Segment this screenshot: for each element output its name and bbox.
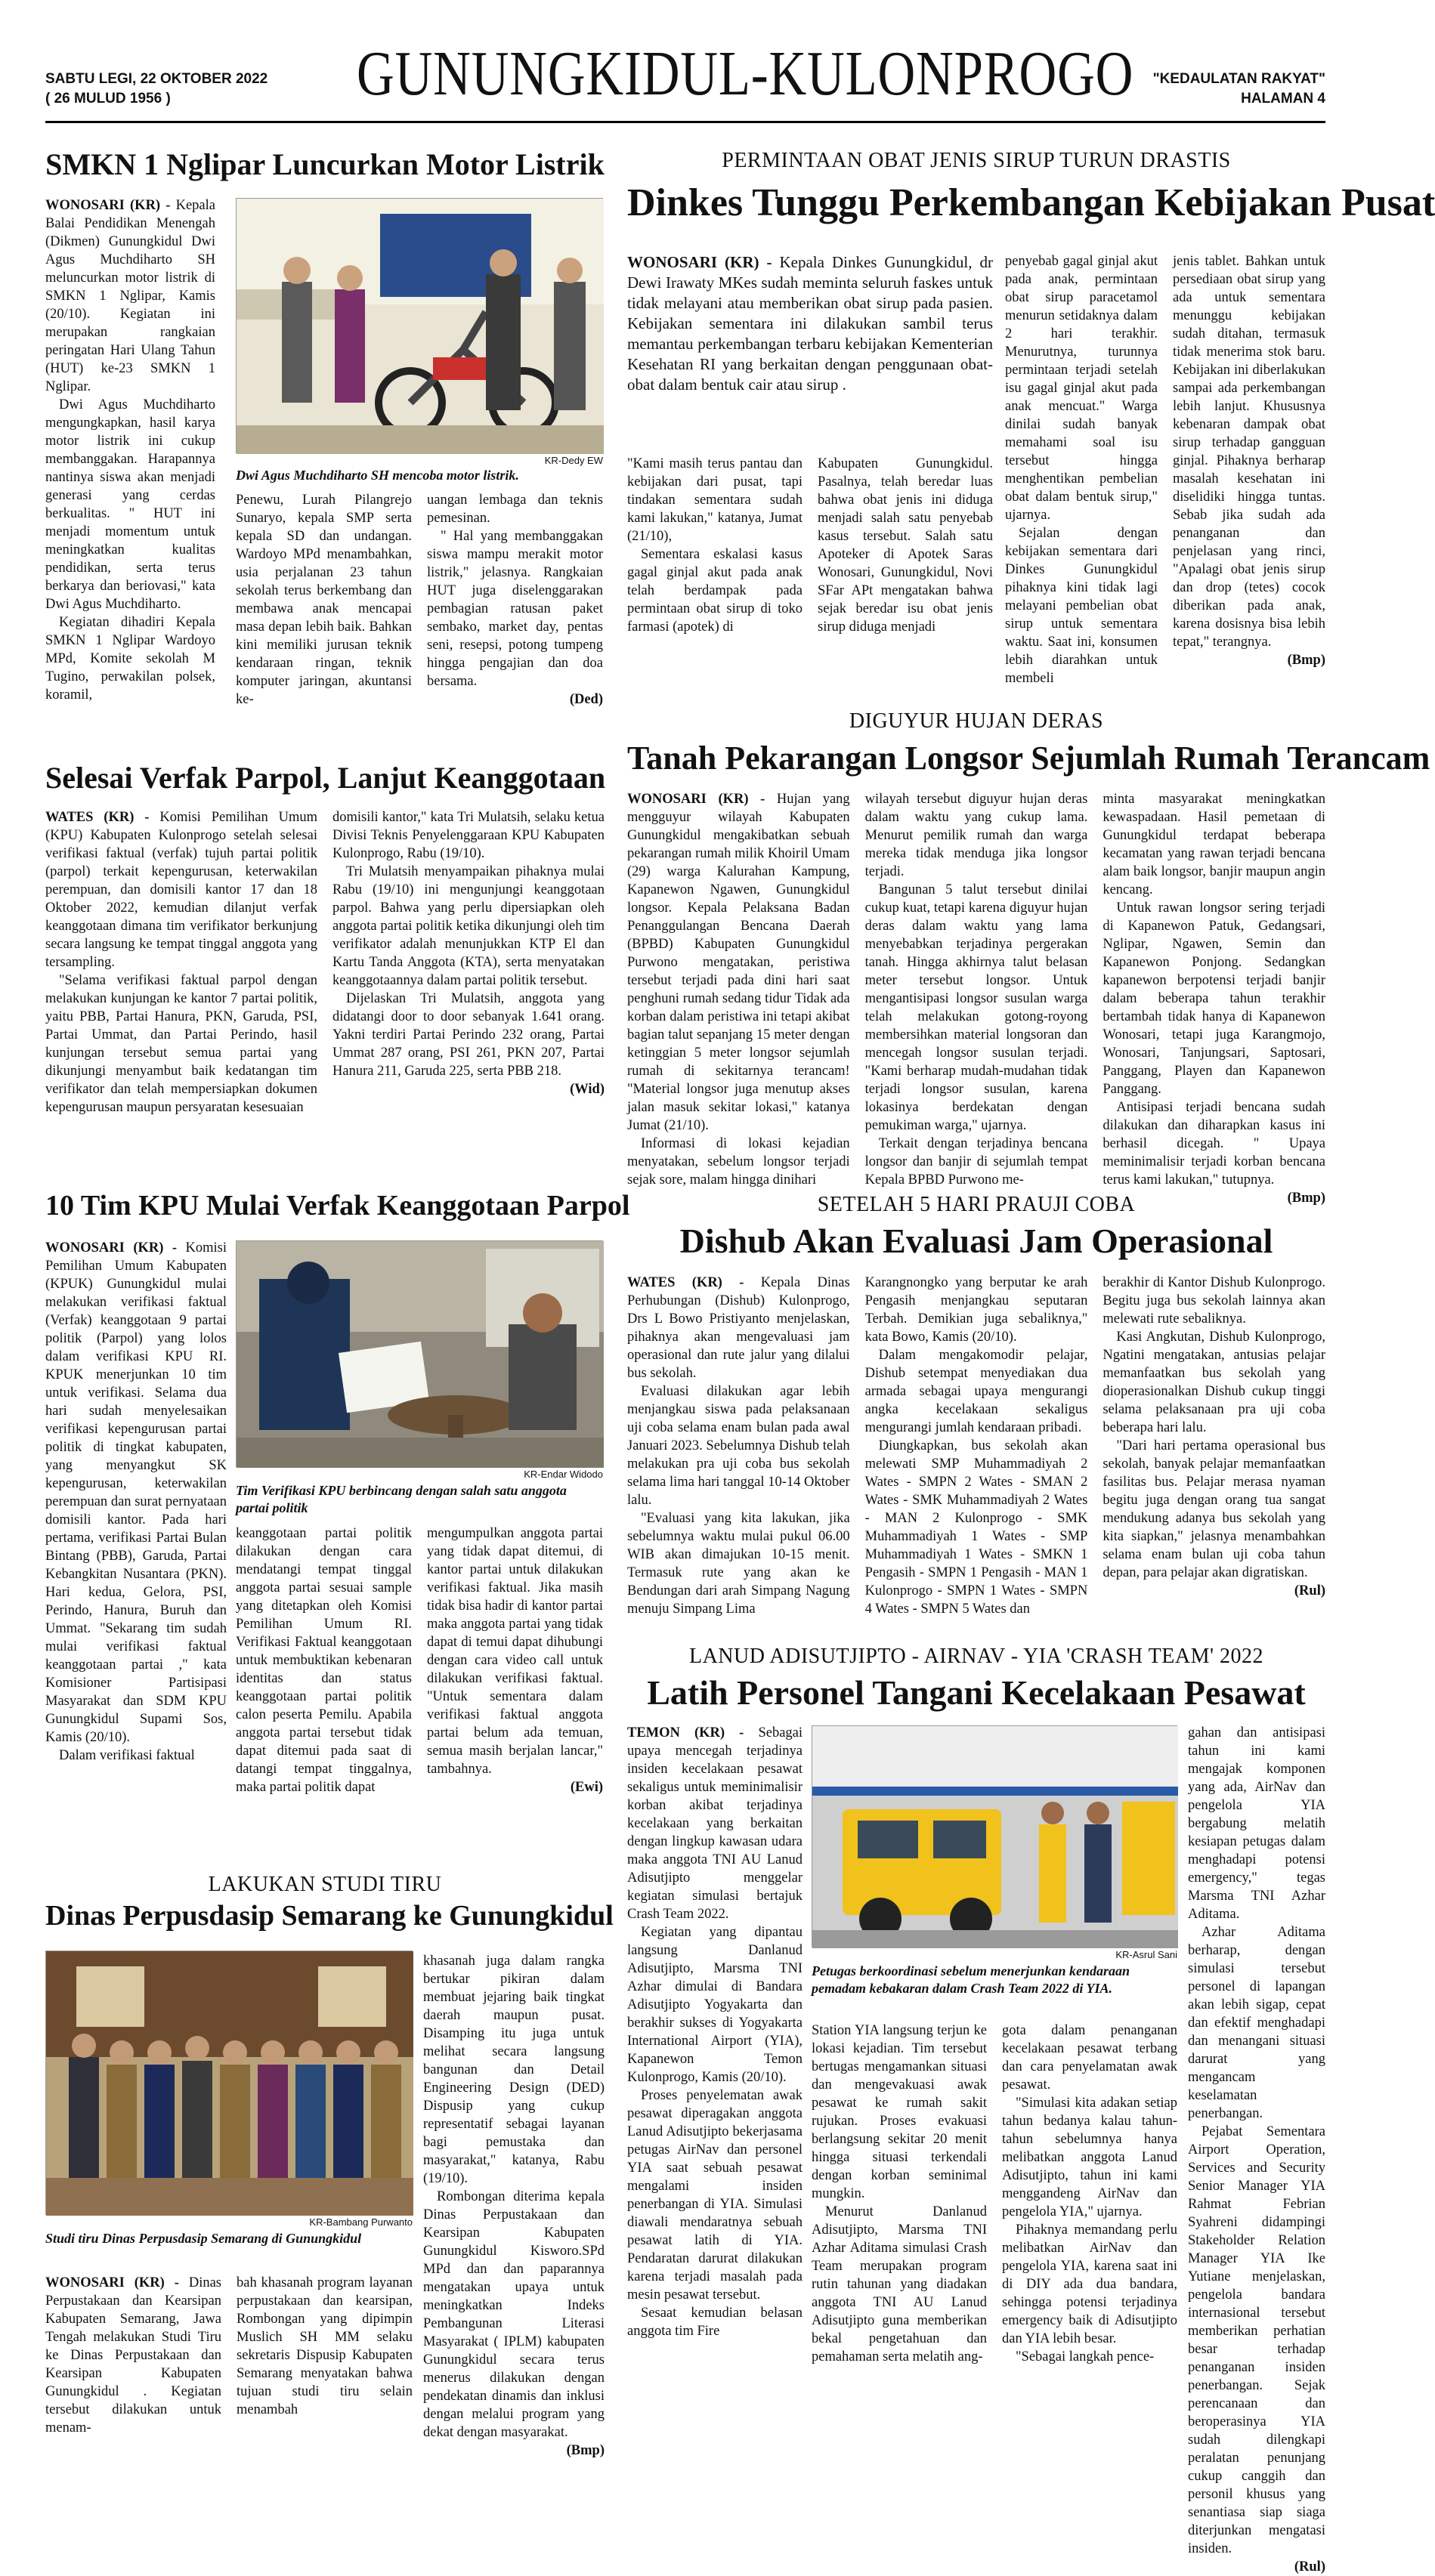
kicker-obat-sirup: PERMINTAAN OBAT JENIS SIRUP TURUN DRASTIS bbox=[722, 149, 1231, 172]
article-headline-dishub: Dishub Akan Evaluasi Jam Operasional bbox=[679, 1222, 1273, 1260]
paragraph: domisili kantor," kata Tri Mulatsih, selaku ketua Divisi Teknis Penyelenggaraan KPU Kabupaten Kulonprogo, Rabu (19/10). bbox=[332, 810, 605, 861]
paragraph: Kepala Dinkes Gunungkidul, dr Dewi Irawaty MKes sudah meminta seluruh faskes untuk tidak melayani atau memberikan obat sirup pada pasien. Kebijakan sementara ini dilakukan sambil terus memantau perkembangan terbaru kebijakan Kementerian Kesehatan RI yang berkaitan dengan penggunaan obat-obat dalam bentuk cair atau sirup . bbox=[627, 253, 993, 394]
paragraph: Penewu, Lurah Pilangrejo Sunaryo, kepala SMP serta kepala SD dan undangan. Wardoyo MPd menambahkan, usia perjalanan 23 tahun sekolah terus berkembang dan membawa anak mencapai masa depan lebih baik. Bahkan kini memiliki jurusan teknik kendaraan ringan, teknik komputer jaringan, akuntansi ke- bbox=[236, 493, 412, 707]
photo-caption: Dwi Agus Muchdiharto SH mencoba motor listrik. bbox=[236, 468, 519, 483]
article-column bbox=[1173, 252, 1325, 689]
paragraph: Informasi di lokasi kejadian menyatakan, sebelum longsor terjadi sejak sore, malam hingga dinihari bbox=[627, 1136, 850, 1188]
issue-hijri-date: ( 26 MULUD 1956 ) bbox=[45, 91, 171, 107]
paragraph: Diungkapkan, bus sekolah akan melewati SMP Muhammadiyah 2 Wates - SMPN 2 Wates - SMAN 2 Wates - SMK Muhammadiyah 2 Wates - MAN 2 Kulonprogo - SMK Muhammadiyah 1 Wates - SMP Muhammadiyah 1 Wates - SMKN 1 Pengasih - SMPN 1 Pengasih - MAN 1 Kulonprogo - SMPN 1 Wates - SMPN 4 Wates - SMPN 5 Wates dan bbox=[864, 1438, 1088, 1617]
dateline: WONOSARI (KR) - bbox=[627, 253, 772, 271]
article-column bbox=[812, 2022, 987, 2389]
paragraph: khasanah juga dalam rangka bertukar pikiran dalam membuat jejaring baik tingkat daerah maupun pusat. Disamping itu juga untuk melihat secara langsung bangunan dan Detail Engineering Design (DED) Dispusip yang cukup representatif sebagai layanan bagi pemustaka dan masyarakat," katanya, Rabu (19/10). bbox=[423, 1954, 605, 2186]
article-column bbox=[423, 1952, 605, 2458]
article-column bbox=[332, 808, 605, 1168]
photo-kpu-verification bbox=[236, 1240, 603, 1467]
article-column bbox=[864, 790, 1088, 1188]
dateline: WATES (KR) - bbox=[45, 810, 150, 825]
paragraph: Azhar Aditama berharap, dengan simulasi tersebut personel di lapangan akan lebih sigap, cepat dan efektif menghadapi dan menangani situasi darurat yang mengancam keselamatan penerbangan. bbox=[1188, 1925, 1325, 2121]
article-body-perpusdasip-lower bbox=[45, 2274, 413, 2435]
author-initials: (Rul) bbox=[1294, 2559, 1325, 2574]
article-body-dinkes-right bbox=[1005, 252, 1325, 689]
paragraph: Dijelaskan Tri Mulatsih, anggota yang didatangi door to door sebanyak 1.641 orang. Yakni terdiri Partai Perindo 232 orang, Partai Ummat 287 orang, PSI 261, PKN 207, Partai Hanura 211, Garuda 225, serta PBB 218. bbox=[332, 991, 605, 1079]
page-number: HALAMAN 4 bbox=[1241, 91, 1325, 107]
author-initials: (Ded) bbox=[569, 692, 603, 707]
paragraph: "Sebagai langkah pence- bbox=[1016, 2349, 1155, 2364]
photo-electric-motorbike bbox=[236, 198, 603, 453]
article-body-crash-middle bbox=[812, 2022, 1177, 2389]
paragraph: Hujan yang mengguyur wilayah Kabupaten Gunungkidul mengakibatkan sebuah pekarangan rumah milik Khoiril Umam (29) warga Kalurahan Kampung, Kapanewon Ngawen, Gunungkidul longsor. Kepala Pelaksana Badan Penanggulangan Bencana Daerah (BPBD) Kabupaten Gunungkidul Purwono mengatakan, peristiwa tersebut terjadi pada dini hari saat penghuni rumah sedang tidur Tidak ada korban dalam peristiwa ini tetapi akibat bagian talut sepanjang 15 meter dengan ketinggian 5 meter longsor sejumlah rumah di sekitarnya terancam! "Material longsor juga menutup akses jalan masuk sekitar lokasi," katanya Jumat (21/10). bbox=[627, 792, 850, 1133]
kicker-crash-team: LANUD ADISUTJIPTO - AIRNAV - YIA 'CRASH TEAM' 2022 bbox=[688, 1645, 1264, 1668]
article-column bbox=[1002, 2022, 1177, 2389]
article-column bbox=[1103, 790, 1326, 1206]
paragraph: Antisipasi terjadi bencana sudah dilakukan dan diharapkan kasus ini berhasil dicegah. " Upaya meminimalisir terjadi korban bencana terus kami lakukan," tutupnya. bbox=[1103, 1100, 1326, 1188]
paragraph: Kepala Balai Pendidikan Menengah (Dikmen) Gunungkidul Dwi Agus Muchdiharto SH meluncurkan motor listrik di SMKN 1 Nglipar, Kamis (20/10). Kegiatan ini merupakan rangkaian peringatan Hari Ulang Tahun (HUT) ke-23 SMKN 1 Nglipar. bbox=[45, 198, 215, 394]
article-column bbox=[818, 455, 993, 689]
paragraph: Komisi Pemilihan Umum (KPU) Kabupaten Kulonprogo setelah selesai verifikasi faktual (verfak) tujuh partai politik (parpol) terkait kepengurusan, keterwakilan perempuan, dan domisili kantor 17 dan 18 Oktober 2022, kemudian dilanjut verfak keanggotaan dimana tim verifikator berkunjung secara langsung ke tempat tinggal anggota yang tersampling. bbox=[45, 810, 318, 970]
paragraph: Station YIA langsung terjun ke lokasi kejadian. Tim tersebut bertugas mengamankan situasi dan mengevakuasi awak pesawat ke rumah sakit rujukan. Proses evakuasi berlangsung sekitar 20 menit hingga situasi terkendali dengan korban seminimal mungkin. bbox=[812, 2023, 987, 2201]
article-headline-perpusdasip: Dinas Perpusdasip Semarang ke Gunungkidul bbox=[45, 1900, 614, 1932]
dateline: WATES (KR) - bbox=[627, 1275, 744, 1290]
paragraph: bah khasanah program layanan perpustakaan dan kearsipan, Rombongan yang dipimpin Muslich SH MM selaku sekretaris Dispusip Kabupaten Semarang menyatakan bahwa tujuan studi tiru selain menambah bbox=[237, 2275, 413, 2417]
photo-studi-tiru bbox=[45, 1951, 413, 2215]
article-headline-dinkes: Dinkes Tunggu Perkembangan Kebijakan Pusat bbox=[627, 181, 1435, 224]
article-column bbox=[45, 1239, 227, 1843]
paragraph: Menurut Danlanud Adisutjipto, Marsma TNI Azhar Aditama simulasi Crash Team merupakan program rutin tahunan yang diadakan anggota TNI AU Lanud Adisutjipto guna memberikan bekal pengetahuan dan pemahaman serta melatih ang- bbox=[812, 2204, 987, 2364]
photo-credit: KR-Dedy EW bbox=[544, 455, 603, 466]
paragraph: Sejalan dengan kebijakan sementara dari Dinkes Gunungkidul pihaknya kini tidak lagi melayani pembelian obat sirup untuk sementara waktu. Saat ini, konsumen lebih diarahkan untuk membeli bbox=[1005, 526, 1158, 686]
paragraph: Sesaat kemudian belasan anggota tim Fire bbox=[627, 2306, 803, 2339]
article-headline-crash-team: Latih Personel Tangani Kecelakaan Pesawat bbox=[647, 1673, 1306, 1712]
dateline: WONOSARI (KR) - bbox=[45, 2275, 179, 2290]
paragraph: Kasi Angkutan, Dishub Kulonprogo, Ngatini mengatakan, antusias pelajar memanfaatkan bus sekolah yang dioperasionalkan Dishub cukup tinggi selama pelaksanaan pra uji coba beberapa hari lalu. bbox=[1103, 1330, 1326, 1435]
article-body-verfak bbox=[45, 808, 605, 1168]
kicker-prauji-coba: SETELAH 5 HARI PRAUJI COBA bbox=[817, 1193, 1136, 1216]
paragraph: Kegiatan dihadiri Kepala SMKN 1 Nglipar Wardoyo MPd, Komite sekolah M Tugino, perwakilan polsek, koramil, bbox=[45, 615, 215, 703]
paragraph: " Hal yang membanggakan siswa mampu merakit motor listrik," jelasnya. Rangkaian HUT juga diselenggarakan pembagian ratusan paket sembako, market day, pentas seni, resepsi, potong tumpeng hingga pengajian dan doa bersama. bbox=[427, 529, 603, 689]
photo-caption: Petugas berkoordinasi sebelum menerjunkan kendaraan pemadam kebakaran dalam Crash Team 2022 di YIA. bbox=[812, 1963, 1130, 1996]
author-initials: (Ewi) bbox=[570, 1780, 603, 1795]
photo-credit: KR-Bambang Purwanto bbox=[309, 2216, 413, 2228]
article-body-perpusdasip-right bbox=[423, 1952, 605, 2458]
dateline: WONOSARI (KR) - bbox=[45, 1240, 178, 1256]
paragraph: Kepala Dinas Perhubungan (Dishub) Kulonprogo, Drs L Bowo Pristiyanto menjelaskan, pihaknya akan mengevaluasi jam operasional dan rute jalur yang dilalui bus sekolah. bbox=[627, 1275, 850, 1381]
photo-fire-truck bbox=[812, 1725, 1177, 1947]
article-body-dinkes bbox=[627, 455, 993, 689]
paragraph: Dalam mengakomodir pelajar, Dishub setempat menyediakan dua armada sebagai upaya mengurangi angka kecelakaan sekaligus mengurangi jumlah kendaraan pribadi. bbox=[864, 1348, 1088, 1435]
article-body-dishub bbox=[627, 1274, 1325, 1621]
article-column bbox=[1188, 1724, 1325, 2574]
article-body-kpu-lower bbox=[236, 1524, 603, 1845]
paragraph: Rombongan diterima kepala Dinas Perpustakaan dan Kearsipan Kabupaten Gunungkidul Kisworo.SPd MPd dan dan paparannya mengatakan upaya untuk meningkatkan Indeks Pembangunan Literasi Masyarakat ( IPLM) kabupaten Gunungkidul secara terus menerus dilakukan dengan pendekatan dinamis dan inklusi dengan melalui program yang dekat dengan masyarakat. bbox=[423, 2189, 605, 2440]
photo-caption: Studi tiru Dinas Perpusdasip Semarang di Gunungkidul bbox=[45, 2231, 362, 2246]
paragraph: Proses penyelematan awak pesawat diperagakan anggota Lanud Adisutjipto bekerjasama petugas AirNav dan personel YIA saat sebuah pesawat mengalami insiden penerbangan di YIA. Simulasi diawali mendaratnya sebuah pesawat latih di YIA. Pendaratan darurat dilakukan karena terjadi masalah pada mesin pesawat tersebut. bbox=[627, 2088, 803, 2303]
article-column bbox=[1005, 252, 1158, 689]
author-initials: (Bmp) bbox=[566, 2443, 605, 2458]
paragraph: Dwi Agus Muchdiharto mengungkapkan, hasil karya motor listrik ini cukup membanggakan. Harapannya nantinya siswa akan menjadi generasi yang cerdas berkualitas. " HUT ini menjadi momentum untuk meningkatkan kualitas pendidikan, serta terus berkarya dan beriovasi," kata Dwi Agus Muchdiharto. bbox=[45, 397, 215, 612]
paragraph: Kabupaten Gunungkidul. Pasalnya, telah beredar luas bahwa obat jenis ini diduga menjadi salah satu penyebab kasus tersebut. Salah satu Apoteker di Apotek Saras Wonosari, Gunungkidul, Novi SFar APt mengatakan bahwa sejak beredar isu obat jenis sirup diduga menjadi bbox=[818, 456, 993, 635]
article-body-crash-left bbox=[627, 1724, 803, 2389]
paragraph: Dalam verifikasi faktual bbox=[59, 1748, 195, 1763]
paragraph: "Simulasi kita adakan setiap tahun bedanya kalau tahun-tahun sebelumnya hanya melibatkan anggota Lanud Adisutjipto, tahun ini kami menggandeng AirNav dan pengelola YIA," ujarnya. bbox=[1002, 2096, 1177, 2219]
paragraph: minta masyarakat meningkatkan kewaspadaan. Hasil pemetaan di Gunungkidul terdapat beberapa kecamatan yang rawan terjadi bencana alam baik longsor, banjir maupun angin kencang. bbox=[1103, 792, 1326, 897]
kicker-studi-tiru: LAKUKAN STUDI TIRU bbox=[208, 1873, 442, 1896]
paragraph: "Kami masih terus pantau dan kebijakan dari pusat, tapi tindakan sementara sudah kami lakukan," katanya, Jumat (21/10), bbox=[627, 456, 803, 544]
paragraph: Terkait dengan terjadinya bencana longsor dan banjir di sejumlah tempat Kepala BPBD Purwono me- bbox=[864, 1136, 1088, 1188]
article-headline-kpu: 10 Tim KPU Mulai Verfak Keanggotaan Parpol bbox=[45, 1190, 630, 1222]
paper-name: "KEDAULATAN RAKYAT" bbox=[1152, 71, 1325, 87]
article-column bbox=[45, 2274, 221, 2435]
masthead-title: GUNUNGKIDUL-KULONPROGO bbox=[357, 39, 1134, 109]
paragraph: keanggotaan partai politik dilakukan dengan cara mendatangi tempat tinggal anggota partai sesuai sample yang ditetapkan oleh Komisi Pemilihan Umum RI. Verifikasi Faktual keanggotaan untuk membuktikan kebenaran identitas dan status keanggotaan partai politik calon peserta Pemilu. Apabila anggota partai tersebut tidak dapat ditemui pada saat di datangi tempat tinggalnya, maka partai politik dapat bbox=[236, 1526, 412, 1795]
article-column bbox=[237, 2274, 413, 2417]
paragraph: mengumpulkan anggota partai yang tidak dapat ditemui, di kantor partai untuk dilakukan verifikasi faktual. Jika masih tidak bisa hadir di kantor partai maka anggota partai yang tidak dapat di temui dapat dihubungi dengan cara video call untuk dilakukan verifikasi faktual. "Untuk sementara dalam verifikasi faktual anggota partai belum ada temuan, semua masih berjalan lancar," tambahnya. bbox=[427, 1526, 603, 1777]
article-column bbox=[45, 196, 215, 703]
paragraph: Evaluasi dilakukan agar lebih menjangkau siswa pada pelaksanaan uji coba selama enam bulan pada awal Januari 2023. Sebelumnya Dishub telah melakukan pra uji coba bus sekolah selama lima hari tanggal 10-14 Oktober lalu. bbox=[627, 1384, 850, 1508]
paragraph: wilayah tersebut diguyur hujan deras dalam waktu yang cukup lama. Menurut pemilik rumah dan warga mereka tidak menduga jika longsor terjadi. bbox=[864, 792, 1088, 879]
paragraph: gahan dan antisipasi tahun ini kami mengajak komponen yang ada, AirNav dan pengelola YIA bergabung melatih kesiapan petugas dalam menghadapi potensi emergency," tegas Marsma TNI Azhar Aditama. bbox=[1188, 1725, 1325, 1922]
author-initials: (Bmp) bbox=[1287, 1191, 1326, 1206]
article-headline-verfak: Selesai Verfak Parpol, Lanjut Keanggotaan bbox=[45, 761, 606, 795]
paragraph: "Dari hari pertama operasional bus sekolah, banyak pelajar memanfaatkan fasilitas bus. Pelajar merasa nyaman begitu juga dengan orang tua sangat mendukung adanya bus sekolah yang kita siapkan," jelasnya menambahkan selama enam bulan uji coba tahun depan, para pelajar akan digratiskan. bbox=[1103, 1438, 1326, 1580]
photo-credit: KR-Asrul Sani bbox=[1115, 1949, 1177, 1960]
paragraph: Komisi Pemilihan Umum Kabupaten (KPUK) Gunungkidul mulai melakukan verifikasi faktual (Verfak) keanggotaan 9 partai politik (Parpol) yang lolos dalam verifikasi KPU RI. KPUK menerjunkan 10 tim untuk verifikasi. Selama dua hari sudah menyelesaikan verifikasi kepengurusan partai politik di tingkat kabupaten, yang menyangkut SK kepengurusan, keterwakilan perempuan dan surat pernyataan domisili kantor. Pada hari pertama, verifikasi Partai Bulan Bintang (PBB), Garuda, Partai Kebangkitan Nusantara (PKN). Hari kedua, Gelora, PSI, Perindo, Hanura, Buruh dan Ummat. "Sekarang tim sudah mulai verifikasi faktual keanggotaan partai ," kata Komisioner Partisipasi Masyarakat dan SDM KPU Gunungkidul Supami Sos, Kamis (20/10). bbox=[45, 1240, 227, 1745]
author-initials: (Bmp) bbox=[1287, 653, 1325, 668]
paragraph: berakhir di Kantor Dishub Kulonprogo. Begitu juga bus sekolah lainnya akan melewati rute sebaliknya. bbox=[1103, 1275, 1326, 1327]
article-headline-smkn: SMKN 1 Nglipar Luncurkan Motor Listrik bbox=[45, 147, 605, 181]
photo-caption: Tim Verifikasi KPU berbincang dengan salah satu anggota partai politik bbox=[236, 1483, 567, 1515]
article-lead-dinkes bbox=[627, 252, 993, 395]
article-column bbox=[627, 1724, 803, 2389]
paragraph: Sebagai upaya mencegah terjadinya insiden kecelakaan pesawat sekaligus untuk meminimalisir korban akibat terjadinya kecelakaan yang berkaitan dengan lingkup kawasan udara maka anggota TNI AU Lanud Adisutjipto menggelar kegiatan simulasi bertajuk Crash Team 2022. bbox=[627, 1725, 803, 1922]
kicker-hujan-deras: DIGUYUR HUJAN DERAS bbox=[849, 709, 1104, 733]
article-column bbox=[865, 1274, 1088, 1621]
dateline: WONOSARI (KR) - bbox=[627, 792, 765, 807]
paragraph: jenis tablet. Bahkan untuk persediaan obat sirup yang ada untuk sementara menunggu kebijakan sudah ditahan, termasuk tidak menerima stok baru. Kebijakan ini diberlakukan sampai ada perkembangan lebih lanjut. Khususnya kebenaran dampak obat sirup terhadap gangguan ginjal. Pihaknya berharap masalah kesehatan ini diselidiki hingga tuntas. Sebab jika sudah ada penanganan dan penjelasan yang rinci, "Apalagi obat jenis sirup dan drop (tetes) cocok diberikan pada anak, karena dosisnya bisa lebih tepat," terangnya. bbox=[1173, 254, 1325, 650]
article-column bbox=[427, 1524, 603, 1845]
paragraph: Dinas Perpustakaan dan Kearsipan Kabupaten Semarang, Jawa Tengah melakukan Studi Tiru ke Dinas Perpustakaan dan Kearsipan Kabupaten Gunungkidul . Kegiatan tersebut dilakukan untuk menam- bbox=[45, 2275, 221, 2435]
paragraph: Bangunan 5 talut tersebut dinilai cukup kuat, tetapi karena diguyur hujan deras dalam waktu yang lama menyebabkan terjadinya pergerakan tanah. Hingga akhirnya talut belasan meter tersebut longsor. Untuk mengantisipasi longsor susulan warga telah melakukan gotong-royong membersihkan material longsoran dan mencegah longsor susulan terjadi. "Kami berharap mudah-mudahan tidak terjadi longsor susulan, karena lokasinya berdekatan dengan pemukiman warga," ujarnya. bbox=[864, 882, 1088, 1133]
photo-credit: KR-Endar Widodo bbox=[524, 1469, 603, 1480]
author-initials: (Wid) bbox=[570, 1082, 605, 1097]
issue-date: SABTU LEGI, 22 OKTOBER 2022 bbox=[45, 71, 268, 87]
author-initials: (Rul) bbox=[1294, 1583, 1326, 1598]
dateline: TEMON (KR) - bbox=[627, 1725, 744, 1740]
article-column bbox=[627, 790, 850, 1188]
paragraph: Karangnongko yang berputar ke arah Pengasih menjangkau seputaran Terbah. Demikian juga sebaliknya," kata Bowo, Kamis (20/10). bbox=[864, 1275, 1088, 1345]
article-body-crash-right bbox=[1188, 1724, 1325, 2574]
article-column bbox=[236, 1524, 412, 1845]
paragraph: "Selama verifikasi faktual parpol dengan melakukan kunjungan ke kantor 7 partai politik, yaitu PBB, Partai Hanura, PKN, Garuda, PSI, Partai Ummat, dan Partai Perindo, hasil kunjungan tersebut semua partai yang dikunjungi menyambut baik kedatangan tim verifikator dan telah mempersiapkan dokumen kepengurusan maupun persyaratan kesesuaian bbox=[45, 973, 317, 1115]
article-column bbox=[45, 808, 317, 1168]
paragraph: uangan lembaga dan teknis pemesinan. bbox=[427, 493, 603, 526]
article-body-kpu-left bbox=[45, 1239, 227, 1843]
paragraph: Pihaknya memandang perlu melibatkan AirNav dan pengelola YIA, karena saat ini di DIY ada dua bandara, sehingga potensi terjadinya emergency baik di Adisutjipto dan YIA lebih besar. bbox=[1002, 2222, 1177, 2346]
dateline: WONOSARI (KR) - bbox=[45, 198, 171, 213]
article-column bbox=[236, 491, 412, 707]
article-column bbox=[427, 491, 603, 707]
paragraph: "Evaluasi yang kita lakukan, jika sebelumnya waktu mulai pukul 06.00 WIB akan dimajukan 10-15 menit. Termasuk rute yang akan ke Bendungan dari arah Simpang Nagung menuju Simpang Lima bbox=[627, 1511, 850, 1617]
masthead-rule bbox=[45, 121, 1325, 123]
article-column bbox=[627, 1274, 850, 1621]
article-headline-longsor: Tanah Pekarangan Longsor Sejumlah Rumah Terancam bbox=[627, 740, 1430, 777]
paragraph: Pejabat Sementara Airport Operation, Services and Security Senior Manager YIA Rahmat Febrian Syahreni didampingi Stakeholder Relation Manager YIA Ike Yutiane menjelaskan, pengelola bandara internasional tersebut memberikan perhatian besar terhadap penanganan insiden penerbangan. Sejak perencanaan dan beroperasinya YIA sudah dilengkapi peralatan penunjang cukup canggih dan personil khusus yang senantiasa siap siaga diterjunkan mengatasi insiden. bbox=[1188, 2124, 1325, 2556]
paragraph: Untuk rawan longsor sering terjadi di Kapanewon Patuk, Gedangsari, Nglipar, Ngawen, Semin dan Kapanewon Ponjong. Sedangkan kapanewon berpotensi terjadi banjir dalam beberapa tahun terakhir bertambah tidak hanya di Kapanewon Wonosari, tetapi juga Karangmojo, Wonosari, Tanjungsari, Saptosari, Panggang, Playen dan Kapanewon Panggang. bbox=[1103, 900, 1326, 1097]
article-column bbox=[1103, 1274, 1325, 1621]
paragraph: penyebab gagal ginjal akut pada anak, permintaan obat sirup paracetamol menurun setidaknya dalam 2 hari terakhir. Menurutnya, turunnya permintaan terjadi setelah isu gagal ginjal akut pada anak mencuat." Warga dinilai sudah banyak memahami soal isu tersebut hingga menghentikan pembelian obat dalam bentuk sirup," ujarnya. bbox=[1005, 254, 1158, 523]
paragraph: Kegiatan yang dipantau langsung Danlanud Adisutjipto, Marsma TNI Azhar dimulai di Bandara Adisutjipto Yogyakarta dan berakhir sukses di Yogyakarta International Airport (YIA), Kapanewon Temon Kulonprogo, Kamis (20/10). bbox=[627, 1925, 803, 2085]
article-body-smkn-lower bbox=[236, 491, 603, 707]
paragraph: Tri Mulatsih menyampaikan pihaknya mulai Rabu (19/10) ini mengunjungi keanggotaan parpol. Bahwa yang perlu dipersiapkan oleh anggota partai politik ketika dikunjungi oleh tim verifikator adalah menunjukkan KTP El dan Kartu Tanda Anggota (KTA), serta menyatakan keanggotaannya dalam partai politik tersebut. bbox=[332, 864, 605, 988]
paragraph: gota dalam penanganan kecelakaan pesawat terbang dan cara penyelamatan awak pesawat. bbox=[1002, 2023, 1177, 2093]
article-column bbox=[627, 455, 803, 689]
paragraph: Sementara eskalasi kasus gagal ginjal akut pada anak telah berdampak pada permintaan obat sirup di toko farmasi (apotek) di bbox=[627, 547, 803, 635]
